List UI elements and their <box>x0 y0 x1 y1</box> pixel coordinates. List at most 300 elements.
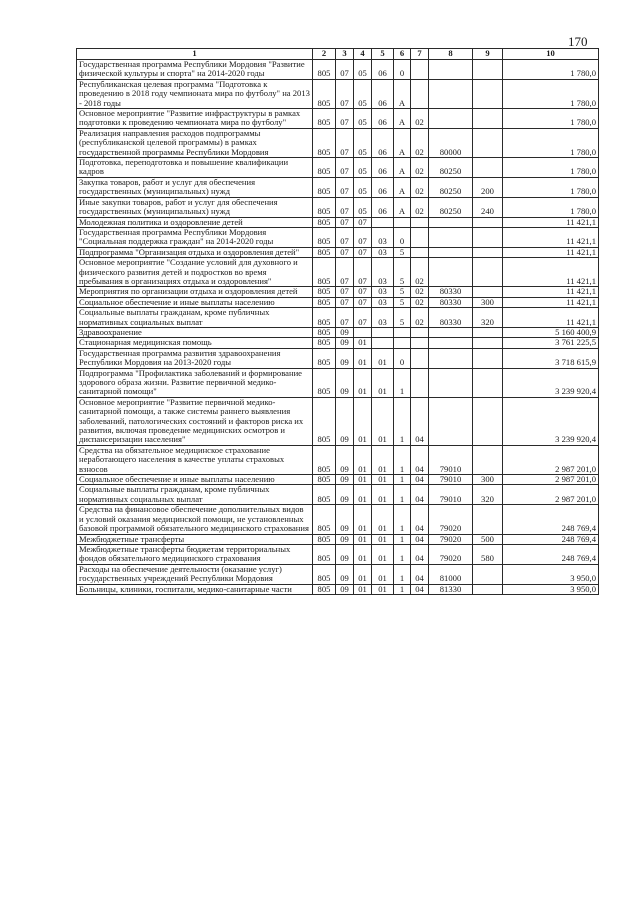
code-cell-4: 01 <box>354 338 372 348</box>
code-cell-5 <box>372 338 394 348</box>
code-cell-8 <box>429 217 473 227</box>
code-cell-3: 07 <box>336 247 354 257</box>
code-cell-3: 09 <box>336 338 354 348</box>
code-cell-6: 0 <box>394 227 411 247</box>
code-cell-3: 09 <box>336 368 354 397</box>
amount-cell: 11 421,1 <box>503 287 599 297</box>
table-row <box>77 445 599 474</box>
code-cell-4: 07 <box>354 227 372 247</box>
code-cell-6: 1 <box>394 485 411 505</box>
code-cell-2: 805 <box>313 258 336 287</box>
amount-cell: 1 780,0 <box>503 79 599 108</box>
code-cell-7 <box>411 327 429 337</box>
column-header: 10 <box>503 49 599 60</box>
code-cell-5: 06 <box>372 197 394 217</box>
code-cell-3: 07 <box>336 79 354 108</box>
code-cell-8 <box>429 368 473 397</box>
code-cell-6: А <box>394 197 411 217</box>
code-cell-4: 05 <box>354 60 372 80</box>
column-header: 4 <box>354 49 372 60</box>
code-cell-7: 04 <box>411 564 429 584</box>
code-cell-9 <box>473 227 503 247</box>
code-cell-9: 240 <box>473 197 503 217</box>
amount-cell: 11 421,1 <box>503 247 599 257</box>
table-row <box>77 564 599 584</box>
code-cell-6: 5 <box>394 258 411 287</box>
column-header: 8 <box>429 49 473 60</box>
code-cell-6: 5 <box>394 308 411 328</box>
column-header: 9 <box>473 49 503 60</box>
table-row <box>77 534 599 544</box>
table-row <box>77 297 599 307</box>
row-name-cell: Закупка товаров, работ и услуг для обеспечения государственных (муниципальных) нужд <box>77 177 313 197</box>
code-cell-9 <box>473 128 503 157</box>
code-cell-2: 805 <box>313 445 336 474</box>
code-cell-3: 07 <box>336 60 354 80</box>
row-name-cell: Социальное обеспечение и иные выплаты населению <box>77 297 313 307</box>
budget-table <box>76 48 599 595</box>
amount-cell: 1 780,0 <box>503 158 599 178</box>
code-cell-8: 80250 <box>429 177 473 197</box>
code-cell-4: 01 <box>354 534 372 544</box>
code-cell-8: 79020 <box>429 505 473 534</box>
code-cell-8: 80250 <box>429 158 473 178</box>
column-header: 3 <box>336 49 354 60</box>
code-cell-8 <box>429 258 473 287</box>
code-cell-2: 805 <box>313 177 336 197</box>
amount-cell: 3 239 920,4 <box>503 368 599 397</box>
code-cell-6 <box>394 217 411 227</box>
code-cell-2: 805 <box>313 327 336 337</box>
row-name-cell: Государственная программа развития здравоохранения Республики Мордовия на 2013-2020 годы <box>77 348 313 368</box>
code-cell-9 <box>473 397 503 445</box>
code-cell-9 <box>473 368 503 397</box>
row-name-cell: Средства на финансовое обеспечение дополнительных видов и условий оказания медицинской помощи, не установленных базовой программой обязательного медицинского страхования <box>77 505 313 534</box>
amount-cell: 1 780,0 <box>503 128 599 157</box>
code-cell-6: 1 <box>394 368 411 397</box>
code-cell-5 <box>372 217 394 227</box>
code-cell-5: 06 <box>372 79 394 108</box>
code-cell-2: 805 <box>313 109 336 129</box>
code-cell-2: 805 <box>313 297 336 307</box>
code-cell-5: 01 <box>372 368 394 397</box>
code-cell-8 <box>429 227 473 247</box>
code-cell-4: 01 <box>354 584 372 594</box>
code-cell-3: 07 <box>336 128 354 157</box>
code-cell-8: 80330 <box>429 308 473 328</box>
row-name-cell: Мероприятия по организации отдыха и оздоровления детей <box>77 287 313 297</box>
table-row <box>77 348 599 368</box>
column-header: 6 <box>394 49 411 60</box>
code-cell-7: 02 <box>411 109 429 129</box>
code-cell-5: 01 <box>372 505 394 534</box>
code-cell-2: 805 <box>313 338 336 348</box>
code-cell-3: 07 <box>336 217 354 227</box>
code-cell-2: 805 <box>313 308 336 328</box>
code-cell-8: 79010 <box>429 485 473 505</box>
code-cell-7: 04 <box>411 485 429 505</box>
table-row <box>77 485 599 505</box>
code-cell-5: 01 <box>372 445 394 474</box>
table-row <box>77 327 599 337</box>
code-cell-9 <box>473 287 503 297</box>
code-cell-4: 07 <box>354 217 372 227</box>
code-cell-7 <box>411 79 429 108</box>
table-body <box>77 60 599 595</box>
code-cell-7: 02 <box>411 287 429 297</box>
code-cell-2: 805 <box>313 564 336 584</box>
code-cell-3: 07 <box>336 308 354 328</box>
code-cell-5: 06 <box>372 60 394 80</box>
amount-cell: 3 950,0 <box>503 584 599 594</box>
code-cell-9 <box>473 505 503 534</box>
code-cell-3: 09 <box>336 327 354 337</box>
table-row <box>77 258 599 287</box>
row-name-cell: Социальные выплаты гражданам, кроме публичных нормативных социальных выплат <box>77 308 313 328</box>
code-cell-7 <box>411 338 429 348</box>
code-cell-9: 320 <box>473 308 503 328</box>
amount-cell: 11 421,1 <box>503 308 599 328</box>
code-cell-7: 02 <box>411 297 429 307</box>
code-cell-6: 1 <box>394 544 411 564</box>
amount-cell: 3 239 920,4 <box>503 397 599 445</box>
amount-cell: 248 769,4 <box>503 544 599 564</box>
code-cell-3: 09 <box>336 485 354 505</box>
code-cell-8 <box>429 397 473 445</box>
table-row <box>77 79 599 108</box>
code-cell-4: 01 <box>354 505 372 534</box>
code-cell-7: 02 <box>411 197 429 217</box>
table-row <box>77 584 599 594</box>
row-name-cell: Основное мероприятие "Развитие инфраструктуры в рамках подготовки к проведению чемпионата мира по футболу" <box>77 109 313 129</box>
code-cell-3: 07 <box>336 197 354 217</box>
column-header: 5 <box>372 49 394 60</box>
code-cell-7: 02 <box>411 128 429 157</box>
code-cell-9: 300 <box>473 297 503 307</box>
code-cell-3: 09 <box>336 584 354 594</box>
table-row <box>77 197 599 217</box>
code-cell-5: 01 <box>372 485 394 505</box>
code-cell-2: 805 <box>313 544 336 564</box>
amount-cell: 2 987 201,0 <box>503 445 599 474</box>
code-cell-2: 805 <box>313 505 336 534</box>
code-cell-5 <box>372 327 394 337</box>
code-cell-5: 01 <box>372 544 394 564</box>
code-cell-3: 07 <box>336 158 354 178</box>
code-cell-9 <box>473 60 503 80</box>
row-name-cell: Государственная программа Республики Мордовия "Социальная поддержка граждан" на 2014-2020 годы <box>77 227 313 247</box>
row-name-cell: Реализация направления расходов подпрограммы (республиканской целевой программы) в рамках государственной программы Республики Мордовия <box>77 128 313 157</box>
code-cell-5: 01 <box>372 397 394 445</box>
code-cell-5: 03 <box>372 227 394 247</box>
code-cell-4: 07 <box>354 258 372 287</box>
code-cell-5: 03 <box>372 247 394 257</box>
table-row <box>77 128 599 157</box>
table-row <box>77 368 599 397</box>
code-cell-2: 805 <box>313 348 336 368</box>
table-row <box>77 475 599 485</box>
table-row <box>77 109 599 129</box>
code-cell-6: А <box>394 128 411 157</box>
code-cell-4: 05 <box>354 128 372 157</box>
code-cell-8 <box>429 60 473 80</box>
code-cell-3: 09 <box>336 505 354 534</box>
code-cell-5: 01 <box>372 584 394 594</box>
code-cell-6: 1 <box>394 505 411 534</box>
row-name-cell: Средства на обязательное медицинское страхование неработающего населения в качестве уплаты страховых взносов <box>77 445 313 474</box>
code-cell-3: 09 <box>336 348 354 368</box>
code-cell-7 <box>411 217 429 227</box>
code-cell-3: 09 <box>336 534 354 544</box>
code-cell-4 <box>354 327 372 337</box>
code-cell-3: 07 <box>336 177 354 197</box>
page-number: 170 <box>568 34 588 49</box>
code-cell-3: 07 <box>336 109 354 129</box>
code-cell-7 <box>411 348 429 368</box>
code-cell-6: 5 <box>394 247 411 257</box>
code-cell-7: 04 <box>411 505 429 534</box>
code-cell-8 <box>429 327 473 337</box>
table-row <box>77 338 599 348</box>
code-cell-2: 805 <box>313 247 336 257</box>
code-cell-9 <box>473 338 503 348</box>
table-row <box>77 227 599 247</box>
row-name-cell: Подготовка, переподготовка и повышение квалификации кадров <box>77 158 313 178</box>
code-cell-4: 01 <box>354 445 372 474</box>
code-cell-2: 805 <box>313 79 336 108</box>
code-cell-8 <box>429 79 473 108</box>
code-cell-8: 79010 <box>429 445 473 474</box>
code-cell-2: 805 <box>313 534 336 544</box>
code-cell-8 <box>429 109 473 129</box>
code-cell-9: 200 <box>473 177 503 197</box>
code-cell-4: 07 <box>354 287 372 297</box>
amount-cell: 248 769,4 <box>503 534 599 544</box>
code-cell-8: 80330 <box>429 297 473 307</box>
code-cell-6: 0 <box>394 60 411 80</box>
code-cell-9 <box>473 217 503 227</box>
code-cell-5: 03 <box>372 297 394 307</box>
code-cell-6: 5 <box>394 287 411 297</box>
code-cell-4: 05 <box>354 197 372 217</box>
table-row <box>77 217 599 227</box>
amount-cell: 248 769,4 <box>503 505 599 534</box>
table-row <box>77 158 599 178</box>
code-cell-3: 09 <box>336 397 354 445</box>
code-cell-9: 580 <box>473 544 503 564</box>
code-cell-4: 07 <box>354 297 372 307</box>
code-cell-4: 01 <box>354 485 372 505</box>
code-cell-9: 300 <box>473 475 503 485</box>
code-cell-5: 06 <box>372 158 394 178</box>
code-cell-2: 805 <box>313 197 336 217</box>
row-name-cell: Основное мероприятие "Создание условий для духовного и физического развития детей и подростков во время пребывания в организациях отдыха и оздоровления" <box>77 258 313 287</box>
row-name-cell: Иные закупки товаров, работ и услуг для обеспечения государственных (муниципальных) нужд <box>77 197 313 217</box>
code-cell-8: 81330 <box>429 584 473 594</box>
code-cell-6: 1 <box>394 475 411 485</box>
amount-cell: 1 780,0 <box>503 197 599 217</box>
code-cell-5: 01 <box>372 564 394 584</box>
code-cell-8 <box>429 348 473 368</box>
code-cell-5: 06 <box>372 109 394 129</box>
code-cell-7: 04 <box>411 445 429 474</box>
table-row <box>77 308 599 328</box>
code-cell-2: 805 <box>313 227 336 247</box>
table-row <box>77 287 599 297</box>
code-cell-9 <box>473 584 503 594</box>
code-cell-7: 04 <box>411 584 429 594</box>
row-name-cell: Межбюджетные трансферты <box>77 534 313 544</box>
column-header: 7 <box>411 49 429 60</box>
code-cell-2: 805 <box>313 397 336 445</box>
code-cell-7 <box>411 227 429 247</box>
row-name-cell: Расходы на обеспечение деятельности (оказание услуг) государственных учреждений Республики Мордовия <box>77 564 313 584</box>
code-cell-6: 0 <box>394 348 411 368</box>
code-cell-6: А <box>394 158 411 178</box>
code-cell-9 <box>473 258 503 287</box>
amount-cell: 5 160 400,9 <box>503 327 599 337</box>
code-cell-8: 79010 <box>429 475 473 485</box>
amount-cell: 11 421,1 <box>503 227 599 247</box>
code-cell-3: 09 <box>336 544 354 564</box>
row-name-cell: Здравоохранение <box>77 327 313 337</box>
code-cell-6: 1 <box>394 397 411 445</box>
amount-cell: 11 421,1 <box>503 258 599 287</box>
code-cell-8: 80330 <box>429 287 473 297</box>
code-cell-3: 09 <box>336 445 354 474</box>
table-row <box>77 505 599 534</box>
code-cell-4: 01 <box>354 368 372 397</box>
code-cell-9: 320 <box>473 485 503 505</box>
amount-cell: 3 718 615,9 <box>503 348 599 368</box>
code-cell-6: А <box>394 79 411 108</box>
code-cell-7: 02 <box>411 177 429 197</box>
code-cell-3: 07 <box>336 287 354 297</box>
row-name-cell: Республиканская целевая программа "Подготовка к проведению в 2018 году чемпионата мира по футболу" на 2013 - 2018 годы <box>77 79 313 108</box>
code-cell-9 <box>473 247 503 257</box>
code-cell-2: 805 <box>313 287 336 297</box>
column-header: 1 <box>77 49 313 60</box>
row-name-cell: Подпрограмма "Профилактика заболеваний и формирование здорового образа жизни. Развитие первичной медико-санитарной помощи" <box>77 368 313 397</box>
code-cell-4: 05 <box>354 158 372 178</box>
column-header: 2 <box>313 49 336 60</box>
code-cell-8: 80000 <box>429 128 473 157</box>
code-cell-7: 02 <box>411 158 429 178</box>
row-name-cell: Государственная программа Республики Мордовия "Развитие физической культуры и спорта" на 2014-2020 годы <box>77 60 313 80</box>
table-row <box>77 177 599 197</box>
code-cell-4: 01 <box>354 397 372 445</box>
code-cell-4: 07 <box>354 308 372 328</box>
code-cell-9 <box>473 109 503 129</box>
code-cell-7 <box>411 247 429 257</box>
code-cell-6: А <box>394 109 411 129</box>
code-cell-9: 500 <box>473 534 503 544</box>
code-cell-9 <box>473 445 503 474</box>
row-name-cell: Основное мероприятие "Развитие первичной медико-санитарной помощи, а также системы раннего выявления заболеваний, патологических состояний и факторов риска их развития, включая проведение медицинских осмотров и диспансеризации населения" <box>77 397 313 445</box>
code-cell-4: 07 <box>354 247 372 257</box>
code-cell-4: 01 <box>354 564 372 584</box>
code-cell-2: 805 <box>313 475 336 485</box>
code-cell-8 <box>429 247 473 257</box>
code-cell-6: 1 <box>394 584 411 594</box>
code-cell-3: 09 <box>336 475 354 485</box>
code-cell-4: 05 <box>354 177 372 197</box>
code-cell-8: 81000 <box>429 564 473 584</box>
code-cell-6: 1 <box>394 445 411 474</box>
amount-cell: 1 780,0 <box>503 109 599 129</box>
code-cell-8: 79020 <box>429 544 473 564</box>
code-cell-7: 04 <box>411 544 429 564</box>
row-name-cell: Подпрограмма "Организация отдыха и оздоровления детей" <box>77 247 313 257</box>
code-cell-5: 03 <box>372 258 394 287</box>
code-cell-9 <box>473 564 503 584</box>
code-cell-9 <box>473 327 503 337</box>
code-cell-5: 06 <box>372 128 394 157</box>
code-cell-7: 02 <box>411 258 429 287</box>
code-cell-8: 79020 <box>429 534 473 544</box>
code-cell-4: 05 <box>354 79 372 108</box>
code-cell-7: 04 <box>411 397 429 445</box>
table-header-row <box>77 49 599 60</box>
code-cell-2: 805 <box>313 60 336 80</box>
code-cell-7: 04 <box>411 534 429 544</box>
amount-cell: 2 987 201,0 <box>503 475 599 485</box>
code-cell-2: 805 <box>313 128 336 157</box>
code-cell-8 <box>429 338 473 348</box>
code-cell-9 <box>473 348 503 368</box>
code-cell-6: 5 <box>394 297 411 307</box>
code-cell-7: 02 <box>411 308 429 328</box>
code-cell-7: 04 <box>411 475 429 485</box>
table-row <box>77 247 599 257</box>
code-cell-7 <box>411 368 429 397</box>
code-cell-3: 07 <box>336 227 354 247</box>
code-cell-2: 805 <box>313 158 336 178</box>
amount-cell: 11 421,1 <box>503 217 599 227</box>
amount-cell: 11 421,1 <box>503 297 599 307</box>
amount-cell: 2 987 201,0 <box>503 485 599 505</box>
amount-cell: 3 950,0 <box>503 564 599 584</box>
code-cell-3: 09 <box>336 564 354 584</box>
code-cell-4: 01 <box>354 544 372 564</box>
code-cell-9 <box>473 158 503 178</box>
table-row <box>77 544 599 564</box>
amount-cell: 3 761 225,5 <box>503 338 599 348</box>
code-cell-2: 805 <box>313 485 336 505</box>
code-cell-6: А <box>394 177 411 197</box>
code-cell-6 <box>394 327 411 337</box>
code-cell-2: 805 <box>313 217 336 227</box>
code-cell-4: 01 <box>354 475 372 485</box>
code-cell-2: 805 <box>313 368 336 397</box>
code-cell-7 <box>411 60 429 80</box>
code-cell-4: 01 <box>354 348 372 368</box>
code-cell-5: 01 <box>372 534 394 544</box>
row-name-cell: Больницы, клиники, госпитали, медико-санитарные части <box>77 584 313 594</box>
code-cell-2: 805 <box>313 584 336 594</box>
row-name-cell: Стационарная медицинская помощь <box>77 338 313 348</box>
table-row <box>77 397 599 445</box>
row-name-cell: Социальные выплаты гражданам, кроме публичных нормативных социальных выплат <box>77 485 313 505</box>
code-cell-5: 03 <box>372 287 394 297</box>
code-cell-3: 07 <box>336 258 354 287</box>
code-cell-6 <box>394 338 411 348</box>
row-name-cell: Межбюджетные трансферты бюджетам территориальных фондов обязательного медицинского страхования <box>77 544 313 564</box>
amount-cell: 1 780,0 <box>503 60 599 80</box>
code-cell-3: 07 <box>336 297 354 307</box>
code-cell-6: 1 <box>394 534 411 544</box>
code-cell-5: 01 <box>372 475 394 485</box>
